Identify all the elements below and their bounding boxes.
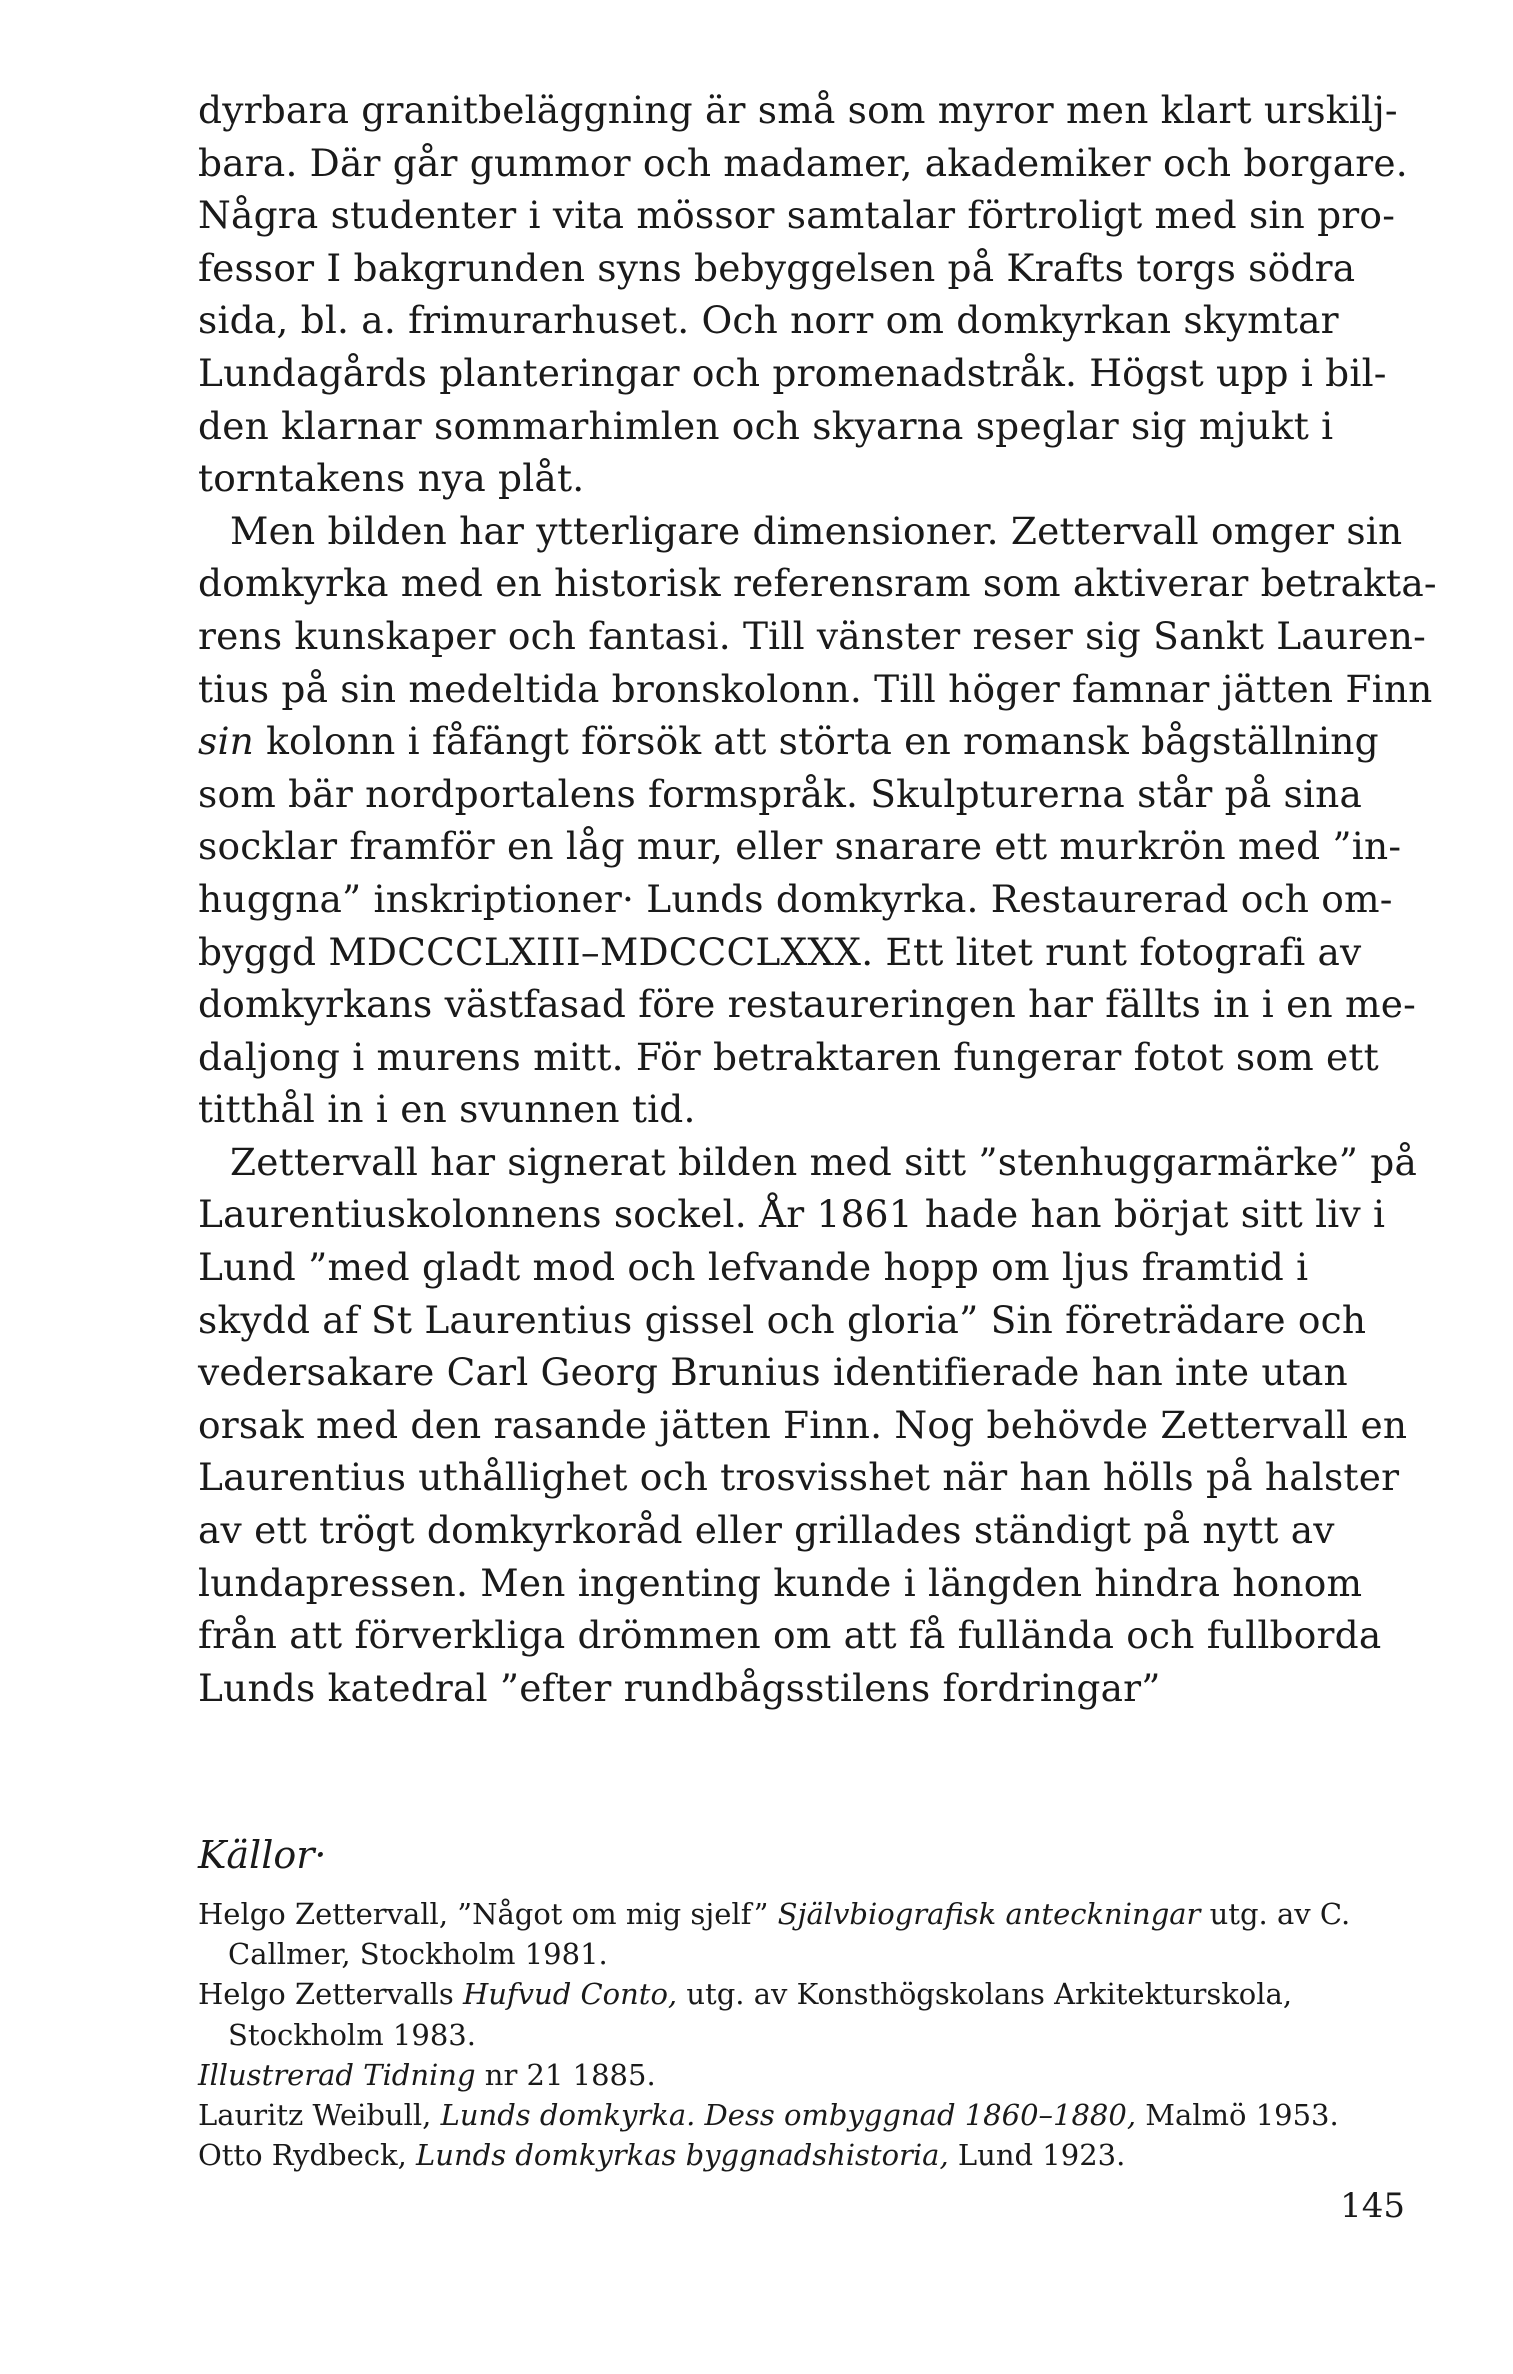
source-title: Självbiografisk anteckningar <box>777 1897 1201 1931</box>
body-text <box>198 84 1437 1714</box>
body-line: sida, bl. a. frimurarhuset. Och norr om domkyrkan skymtar <box>198 298 1339 343</box>
body-line: daljong i murens mitt. För betraktaren fungerar fotot som ett <box>198 1034 1379 1079</box>
body-line: tius på sin medeltida bronskolonn. Till höger famnar jätten Finn <box>198 666 1433 711</box>
source-entry <box>198 1974 1398 2054</box>
body-line: domkyrkans västfasad före restaureringen har fällts in i en me- <box>198 982 1416 1027</box>
body-line: Lunds katedral ”efter rundbågsstilens fordringar” <box>198 1665 1161 1710</box>
body-line: Laurentiuskolonnens sockel. År 1861 hade han börjat sitt liv i <box>198 1192 1386 1237</box>
source-author: Lauritz Weibull, <box>198 2098 441 2133</box>
body-line: Lund ”med gladt mod och lefvande hopp om ljus framtid i <box>198 1245 1309 1290</box>
page-number: 145 <box>1340 2186 1405 2226</box>
body-line: lundapressen. Men ingenting kunde i längden hindra honom <box>198 1560 1363 1605</box>
body-line: vedersakare Carl Georg Brunius identifierade han inte utan <box>198 1350 1348 1395</box>
body-line <box>198 715 1378 768</box>
sources-heading: Källor· <box>198 1833 327 1877</box>
body-line: från att förverkliga drömmen om att få fullända och fullborda <box>198 1613 1382 1658</box>
body-line: orsak med den rasande jätten Finn. Nog behövde Zettervall en <box>198 1402 1408 1447</box>
source-author: Helgo Zettervalls <box>198 1977 463 2012</box>
body-line: skydd af St Laurentius gissel och gloria” Sin företrädare och <box>198 1297 1367 1342</box>
source-detail: Malmö 1953. <box>1136 2098 1339 2133</box>
body-line: domkyrka med en historisk referensram som aktiverar betrakta- <box>198 561 1437 606</box>
source-line <box>198 1974 1398 2014</box>
body-line: titthål in i en svunnen tid. <box>198 1087 696 1132</box>
body-line: byggd MDCCCLXIII–MDCCCLXXX. Ett litet runt fotografi av <box>198 929 1362 974</box>
source-continuation: Callmer, Stockholm 1981. <box>228 1937 608 1972</box>
body-line: som bär nordportalens formspråk. Skulpturerna står på sina <box>198 771 1363 816</box>
body-line-rest: kolonn i fåfängt försök att störta en romansk bågställning <box>254 719 1379 764</box>
source-title: Lunds domkyrkas byggnadshistoria, <box>416 2138 949 2173</box>
source-entry <box>198 2135 1398 2175</box>
source-line <box>198 1894 1398 1934</box>
source-title: Lunds domkyrka. Dess ombyggnad 1860–1880, <box>440 2098 1137 2133</box>
body-line: Några studenter i vita mössor samtalar förtroligt med sin pro- <box>198 193 1396 238</box>
body-line: Laurentius uthållighet och trosvisshet när han hölls på halster <box>198 1455 1400 1500</box>
source-title: Hufvud Conto, <box>462 1977 678 2012</box>
body-line: huggna” inskriptioner· Lunds domkyrka. Restaurerad och om- <box>198 876 1393 921</box>
source-detail: nr 21 1885. <box>475 2057 656 2092</box>
source-detail: Lund 1923. <box>948 2138 1126 2173</box>
body-line: den klarnar sommarhimlen och skyarna speglar sig mjukt i <box>198 403 1334 448</box>
source-entry <box>198 2095 1398 2135</box>
body-line: Zettervall har signerat bilden med sitt ”stenhuggarmärke” på <box>230 1139 1418 1184</box>
source-author: Otto Rydbeck, <box>198 2138 417 2173</box>
source-line <box>198 2135 1398 2175</box>
body-line: av ett trögt domkyrkoråd eller grillades ständigt på nytt av <box>198 1508 1335 1553</box>
source-line <box>198 2095 1398 2135</box>
body-line: bara. Där går gummor och madamer, akademiker och borgare. <box>198 140 1408 185</box>
source-detail: utg. av Konsthögskolans Arkitekturskola, <box>677 1977 1293 2012</box>
source-continuation: Stockholm 1983. <box>228 2017 476 2052</box>
source-title: Illustrerad Tidning <box>198 2057 476 2092</box>
source-entry <box>198 2055 1398 2095</box>
body-line: torntakens nya plåt. <box>198 456 585 501</box>
body-line: Lundagårds planteringar och promenadstråk. Högst upp i bil- <box>198 350 1387 395</box>
italic-word: sin <box>198 719 254 764</box>
body-line: rens kunskaper och fantasi. Till vänster reser sig Sankt Lauren- <box>198 613 1426 658</box>
source-detail: utg. av C. <box>1200 1897 1351 1931</box>
body-line: fessor I bakgrunden syns bebyggelsen på Krafts torgs södra <box>198 245 1356 290</box>
source-line <box>198 2055 1398 2095</box>
body-line: Men bilden har ytterligare dimensioner. Zettervall omger sin <box>230 508 1403 553</box>
source-author: Helgo Zettervall, ”Något om mig sjelf” <box>198 1897 778 1931</box>
body-line: socklar framför en låg mur, eller snarare ett murkrön med ”in- <box>198 824 1402 869</box>
sources-list <box>198 1894 1398 2175</box>
source-entry <box>198 1894 1398 1974</box>
body-line: dyrbara granitbeläggning är små som myror men klart urskilj- <box>198 88 1398 132</box>
